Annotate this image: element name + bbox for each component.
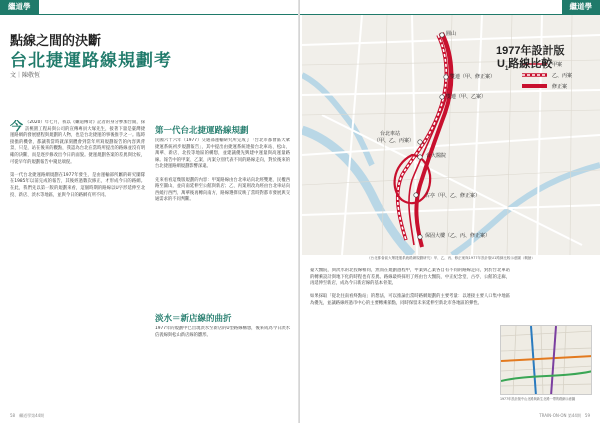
text-column-2: [155, 138, 290, 288]
station-label: 台北車站: [380, 131, 401, 137]
inset-map: [500, 325, 592, 395]
paragraph: 臺大醫院，與淡水的北投線相同，然而在規劃過程中，甲案與乙案各自有不同的路線走向，對於台北車站的轉乘設計與地下化的時程也有差異。路線最終採用了經由台大醫院、中正紀念堂、古亭、公館的走廊，再延伸至新店，成為今日新店線的基本骨架。: [310, 268, 510, 287]
map-legend-title: 1977年設計版: [496, 45, 565, 57]
station-dot: [418, 155, 422, 159]
station-label: 圓山: [446, 31, 457, 37]
paragraph: 第一代台北捷運路網規劃在1977年發生，是由運輸部所屬的研究團隊在1985年以前完成的報告，其後經過數次修正，才形成今日的路網。在此，我們先以第一版的規劃來看，這個時期的路線以U字形延伸至北投、新店、淡水等地區，並與今日的路網有所不同。: [10, 172, 145, 198]
station-label: 台大醫院: [426, 153, 447, 159]
station-dot: [418, 235, 422, 239]
section-heading: 淡水＝新店線的曲折: [155, 314, 232, 324]
station-dot: [440, 95, 444, 99]
legend-label-a: 甲案: [552, 62, 563, 68]
page-folio: 58 繼道學第44期: [10, 413, 45, 418]
map-legend-subtitle: $U_1$路線比較: [497, 58, 553, 73]
station-dot: [444, 75, 448, 79]
section-heading: 第一代台北捷運路線規劃: [155, 126, 249, 136]
station-dot: [414, 193, 418, 197]
text-column-3: [310, 268, 510, 408]
legend-label-bc: 乙、丙案: [552, 73, 573, 79]
station-dot: [440, 33, 444, 37]
article-kicker: 點線之間的決斷: [10, 34, 102, 49]
inset-caption: 1977年設計版中山北路與新生北路一帶的路網示意圖: [500, 397, 576, 401]
station-dot: [418, 140, 422, 144]
header-rule: [0, 14, 298, 15]
station-label: （甲、乙、丙案）: [374, 138, 415, 144]
text-column-1: [10, 120, 145, 410]
paragraph: （2020）年七月，我以《繼道傳奇》記者的身分參加台開，探訪桃園工程局與公司的宣傳專員大塚先生，接著下量是臺灣捷運路網的發展歷程與規劃的人物，也是台北捷運的事後推手之一。臨時接擔的機會，都讓我當時就深刻體會到當年所寫規劃報告的內容與背景，只是，站在後來的觀點，我認為台北在當時所提出的路線並沒有明確的決斷，而是逐步修改出今日的面貌。捷運規劃各案的差異與比較，可從早年的規劃報告中窺見端倪。: [10, 120, 145, 165]
station-label: 雙連（甲、乙案）: [446, 94, 487, 100]
section-tab: 繼道學: [562, 0, 600, 14]
legend-label-revised: 修正案: [552, 84, 568, 90]
article-byline: 文｜陳敬恆: [10, 72, 41, 79]
inset-map-svg: [501, 326, 592, 395]
station-label: 古亭（甲、乙、修正案）: [425, 193, 481, 199]
paragraph: 如果採取「從北往南看終點站」的想法，可以推論出當時路網規劃的主要考量：以連接主要人口集中地區為優先，並讓路線經過市中心的主要轉乘節點，同時保留未來延伸至新北市各地區的彈性。: [310, 294, 510, 306]
paragraph: 民國六十六年（1977）交通部運輸研究所完成了「台北市都會區大眾捷運系統初步規劃報告」，其中提出由捷運系統連接台北車站、松山、萬華、新店、北投等地區的構想，並建議優先興建中運量與高運量路線。報告中的甲案、乙案、丙案分別代表不同的路線走向，對於後來的台北捷運路網規劃影響深遠。: [155, 138, 290, 170]
paragraph: 1977年的規劃中已出現淡水至新店的U型路線構想，後來成為今日淡水信義線與松山新店線的雛形。: [155, 326, 290, 338]
paragraph: 先來看看這幾版規劃的內容：甲案路線由台北車站向北經雙連、民權西路至圓山，並向南延伸至公館與新店；乙、丙案則改為經由台北車站向西繞行西門、萬華後再轉向南方，路線選擇反映了當時對都市發展與交通需求的不同判斷。: [155, 177, 290, 203]
section-tab: 繼道學: [0, 0, 39, 14]
station-label: 雙連（甲、修正案）: [450, 74, 496, 80]
map-caption: 《台北都會區大眾捷運系統路網規劃研究》甲、乙、丙、修正案與1977年設計版U1路線比較示意圖（概繪）: [367, 256, 535, 260]
drop-cap: 今: [10, 120, 24, 134]
page-folio: TRAIN-ON-ON 第44期 59: [539, 413, 590, 418]
article-title: 台北捷運路線規劃考: [10, 51, 172, 71]
station-label: 保固大樓（乙、丙、修正案）: [425, 233, 491, 239]
text-column-2b: [155, 326, 290, 410]
